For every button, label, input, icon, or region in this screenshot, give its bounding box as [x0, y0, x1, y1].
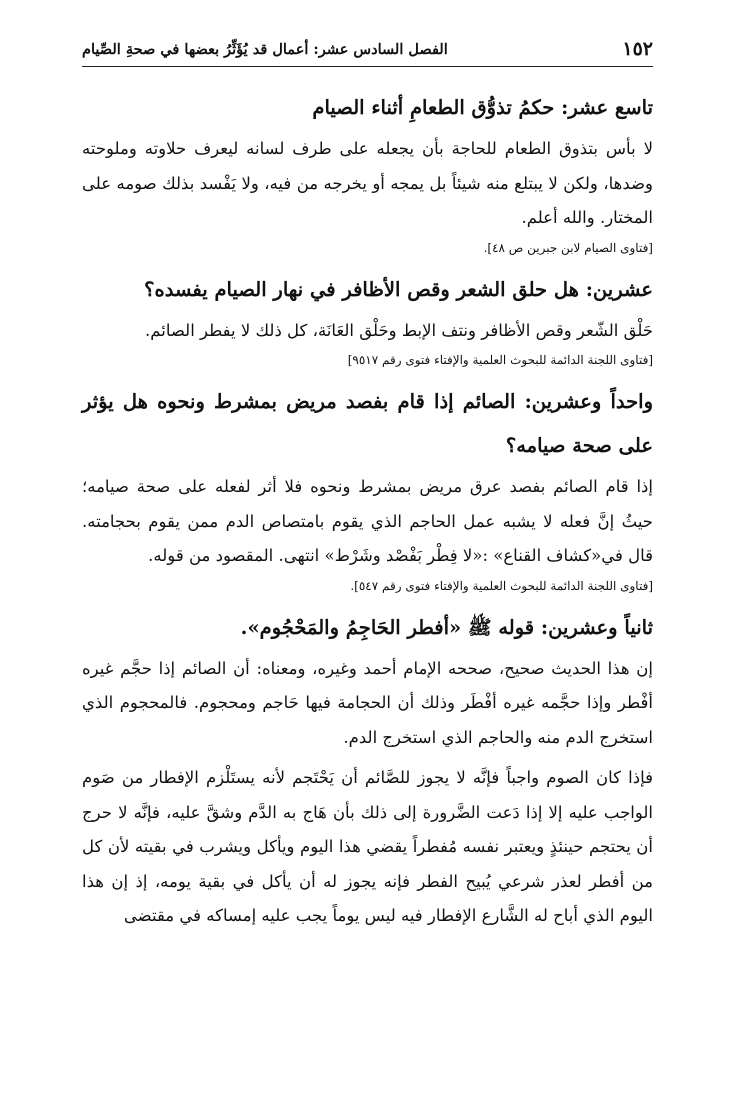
- reference: [فتاوى اللجنة الدائمة للبحوث العلمية والإفتاء فتوى رقم ٩٥١٧]: [347, 353, 653, 367]
- reference: [فتاوى الصيام لابن جبرين ص ٤٨].: [483, 240, 653, 255]
- paragraph: حَلْق الشّعر وقص الأظافر ونتف الإبط وحَلْق العَانَة، كل ذلك لا يفطر الصائم.: [145, 320, 653, 340]
- page-header: [82, 36, 653, 67]
- section-heading: واحداً وعشرين: الصائم إذا قام بفصد مريض بمشرط ونحوه هل يؤثر على صحة صيامه؟: [82, 390, 653, 457]
- paragraph: فإذا كان الصوم واجباً فإنَّه لا يجوز للصَّائم أن يَحْتَجم لأنه يستَلْزم الإفطار من صَوم الواجب عليه إلا إذا دَعت الضَّرورة إلى ذلك بأن هَاج به الدَّم وشقَّ عليه، فإنَّه لا حرج أن يحتجم حينئذٍ ويعتبر نفسه مُفطراً يقضي هذا اليوم ويأكل ويشرب في بقيته لأن كل من أفطر لعذر شرعي يُبيح الفطر فإنه يجوز له أن يأكل في بقية يومه، إذ إن هذا اليوم الذي أباح له الشَّارع الإفطار فيه ليس يوماً يجب عليه إمساكه في مقتضى: [82, 768, 653, 925]
- page-number: ١٥٢: [622, 38, 653, 60]
- section-heading: عشرين: هل حلق الشعر وقص الأظافر في نهار الصيام يفسده؟: [144, 277, 653, 301]
- section-heading: تاسع عشر: حكمُ تذوُّق الطعامِ أثناء الصيام: [312, 96, 653, 119]
- reference: [فتاوى اللجنة الدائمة للبحوث العلمية والإفتاء فتوى رقم ٥٤٧].: [350, 578, 653, 593]
- paragraph: إن هذا الحديث صحيح، صححه الإمام أحمد وغيره، ومعناه: أن الصائم إذا حجَّم غيره أفْطر وإذا حجَّمه غيره أفْطَر وذلك أن الحجامة فيها حَاجم ومحجوم. فالمحجوم الذي استخرج الدم منه والحاجم الذي استخرج الدم.: [82, 658, 653, 747]
- section-heading: ثانياً وعشرين: قوله ﷺ «أفطر الحَاجِمُ والمَحْجُوم».: [240, 615, 653, 639]
- page-content: [82, 78, 653, 934]
- running-title: الفصل السادس عشر: أعمال قد يُؤَثِّرُ بعضها في صحةِ الصِّيام: [82, 41, 448, 58]
- paragraph: لا بأس بتذوق الطعام للحاجة بأن يجعله على طرف لسانه ليعرف حلاوته وملوحته وضدها، ولكن لا يبتلع منه شيئاً بل يمجه أو يخرجه من فيه، ولا يَفْسد بذلك صومه على المختار. والله أعلم.: [82, 139, 653, 227]
- paragraph: إذا قام الصائم بفصد عرق مريض بمشرط ونحوه فلا أثر لفعله على صحة صيامه؛ حيثُ إنَّ فعله لا يشبه عمل الحاجم الذي يقوم بامتصاص الدم ممن يقوم بحجامته. قال في«كشاف القناع» :«لا فِطْر بَفْصْد وشَرْط» انتهى. المقصود من قوله.: [82, 477, 653, 565]
